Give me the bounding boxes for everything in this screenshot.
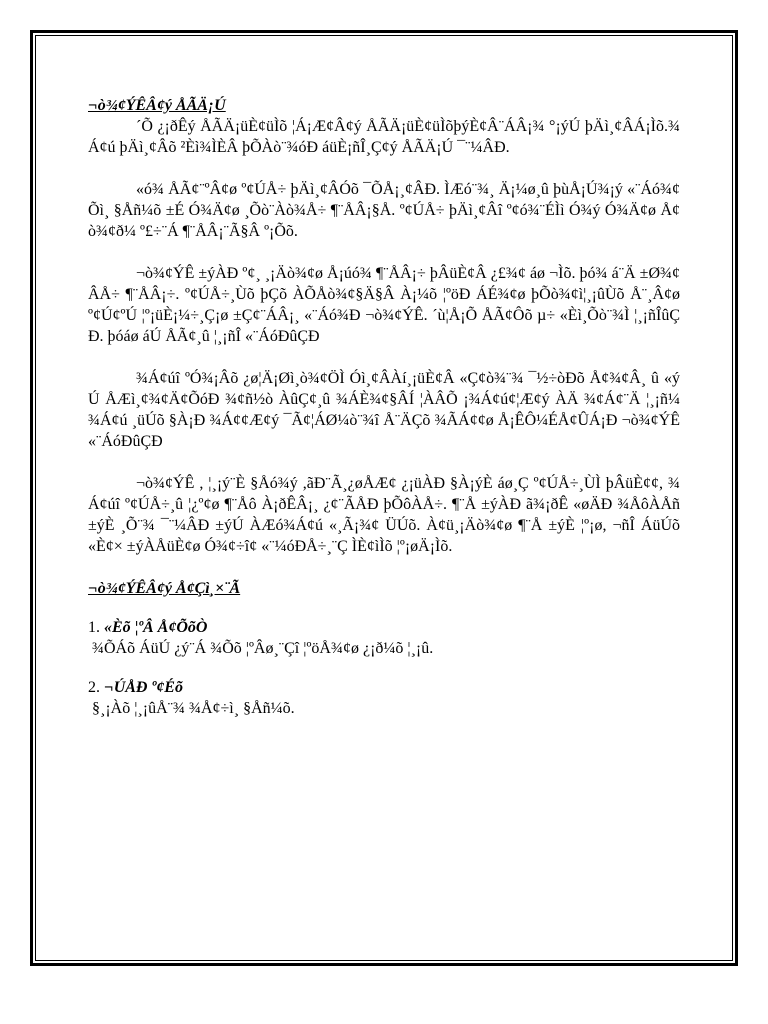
paragraph-gap	[88, 158, 680, 179]
paragraph-gap	[88, 242, 680, 263]
paragraph-gap	[88, 347, 680, 368]
section-heading-history: ¬ò¾¢ÝÊÂ¢ý ÅÃÄ¡Ú	[88, 97, 226, 114]
list-item-number: 2.	[88, 679, 100, 696]
paragraph-gap	[88, 452, 680, 473]
list-item-title	[88, 677, 680, 698]
paragraph-3: ¬ò¾¢ÝÊ ±ýÀÐ º¢¸ ¸¡Äò¾¢ø Å¡úó¾ ¶¨ÅÂ¡÷ þÂüÈ¢Â ¿£¾¢ áø ¬Ìõ. þó¾ á¨Ä ±Ø¾¢ÂÅ÷ ¶¨ÅÂ¡÷. º¢ÚÅ÷¸Ùõ þÇõ ÀÕÅò¾¢§Ä§Â À¡¼õ ¦ºöÐ ÁÉ¾¢ø þÕò¾¢ì¦¸¡ûÙõ Å¨¸Â¢ø º¢Ú¢ºÚ ¦º¡üÈ¡¼÷¸Ç¡ø ±Ç¢¨ÁÂ¡¸ «¨Áó¾Ð ¬ò¾¢ÝÊ. ´ù¦Å¡Õ ÅÃ¢Ôõ µ÷ «Èì¸Õò¨¾Ì ¦¸¡ñÎûÇÐ. þóáø áÚ ÅÃ¢¸û ¦¸¡ñÎ «¨ÁóÐûÇÐ	[88, 265, 684, 345]
list-item-number: 1.	[88, 619, 100, 636]
list-item-label: «Èõ ¦ºÂ Å¢ÕõÒ	[104, 619, 208, 636]
document-body	[88, 95, 684, 719]
paragraph-2: «ó¾ ÅÃ¢¨ºÂ¢ø º¢ÚÅ÷ þÄì¸¢ÂÓõ ¯ÕÅ¡¸¢ÂÐ. ÌÆó¨¾¸ Ä¡¼ø¸û þùÅ¡Ú¾¡ý «¨Áó¾¢Õì¸ §Åñ¼õ ±É Ó¾Ä¢ø ¸Õò¨Àò¾Å÷ ¶¨ÅÂ¡§Å. º¢ÚÅ÷ þÄì¸¢Âî º¢ó¾¨ÉÌì Ó¾ý Ó¾Ä¢ø Å¢ò¾¢ð¼ º£÷¨Á ¶¨ÅÂ¡¨Ã§Â º¡Õõ.	[88, 181, 680, 240]
paragraph-4: ¾Á¢úî ºÓ¾¡Âõ ¿ø¦Ä¡Øì¸ò¾¢ÖÌ Óì¸¢ÂÀí¸¡üÈ¢Â «Ç¢ò¾¨¾ ¯½÷òÐõ Å¢¾¢Â¸ û «ýÚ ÅÆì¸¢¾¢Ä¢ÕóÐ ¾¢ñ½ò ÀûÇ¢¸û ¾ÁÈ¾¢§ÂÍ ¦ÀÂÕ ¡¾Á¢ú¢¦Æ¢ý ÀÄ ¾¢Á¢¨Ä ¦¸¡ñ¼ ¾Á¢ú ¸üÚõ §À¡Ð ¾Á¢¢Æ¢ý ¯Ã¢¦ÁØ¼ò¨¾î Å¨ÄÇõ ¾ÃÁ¢¢ø Å¡ÊÔ¼ÉÅ¢ÛÁ¡Ð ¬ò¾¢ÝÊ «¨ÁóÐûÇÐ	[88, 370, 684, 450]
list-gap	[88, 659, 680, 677]
list-item-body: §¸¡Àõ ¦¸¡ûÅ¨¾ ¾Å¢÷ì¸ §Åñ¼õ.	[92, 700, 295, 717]
section-gap	[88, 599, 680, 617]
list-item-title	[88, 617, 680, 638]
paragraph-5: ¬ò¾¢ÝÊ , ¦¸¡ý¨È §Åó¾ý ,ãÐ¨Ã¸¿øÅÆ¢ ¿¡üÀÐ §À¡ýÈ áø¸Ç º¢ÚÅ÷¸ÙÌ þÂüÈ¢¢, ¾Á¢úî º¢ÚÅ÷¸û ¦¿º¢ø ¶¨Åô À¡ðÊÂ¡¸ ¿¢¨ÃÅÐ þÕôÀÅ÷. ¶¨Å ±ýÀÐ ã¾¡ðÊ «øÄÐ ¾ÅôÀÅñ ±ýÈ ¸Õ¨¾ ¯¨¼ÂÐ ±ýÚ ÀÆó¾Á¢ú «¸Ã¡¾¢ ÜÚõ. À¢ü¸¡Äò¾¢ø ¶¨Å ±ýÈ ¦º¡ø, ¬ñÎ ÁüÚõ «È¢× ±ýÀÅüÈ¢ø Ó¾¢÷î¢ «¨¼óÐÅ÷¸¨Ç ÌÈ¢ìÌõ ¦º¡øÄ¡Ìõ.	[88, 475, 684, 555]
paragraph-1: ´Õ ¿¡ðÊý ÅÃÄ¡üÈ¢üÌõ ¦Á¡Æ¢Â¢ý ÅÃÄ¡üÈ¢üÌõþýÈ¢Â¨ÁÂ¡¾ °¡ýÚ þÄì¸¢ÂÁ¡Ìõ.¾Á¢ú þÄì¸¢Âõ ²Èì¾ÌÈÂ þÕÀò¨¾óÐ áüÈ¡ñÎ¸Ç¢ý ÅÃÄ¡Ú ¯¨¼ÂÐ.	[88, 118, 680, 156]
section-gap	[88, 557, 680, 578]
section-heading-explanation: ¬ò¾¢ÝÊÂ¢ý Å¢Çì¸×¨Ã	[88, 580, 241, 597]
list-item-label: ¬ÚÅÐ º¢Éõ	[104, 679, 183, 696]
list-item-body: ¾ÕÁõ ÁüÚ ¿ý¨Á ¾Õõ ¦ºÂø¸¨Çî ¦ºöÅ¾¢ø ¿¡ð¼õ ¦¸¡û.	[92, 640, 434, 657]
